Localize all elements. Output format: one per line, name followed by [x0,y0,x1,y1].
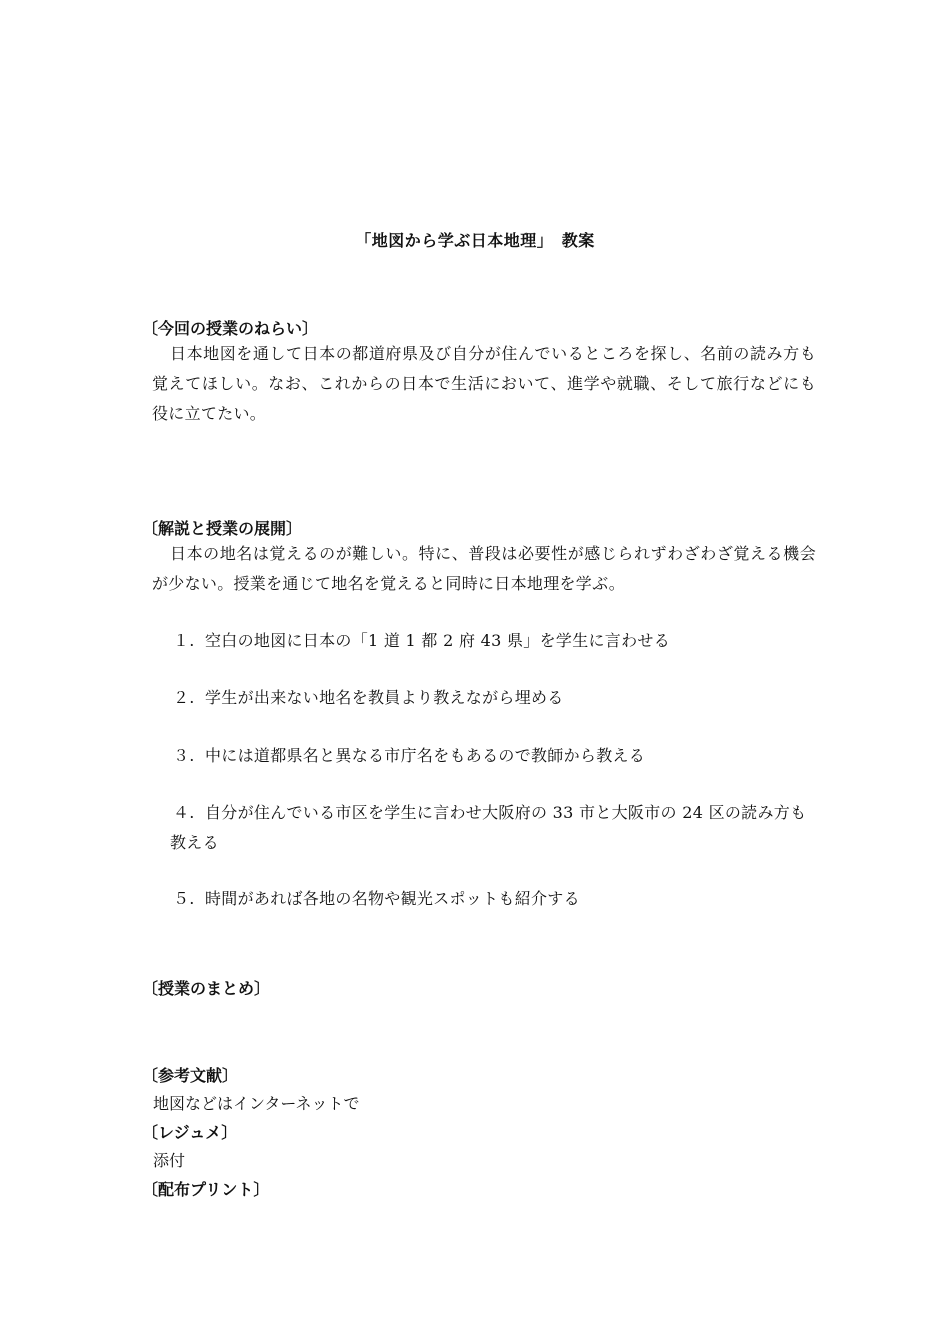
list-item [170,626,816,656]
list-item-number: １. [173,631,195,650]
list-item-text: 学生が出来ない地名を教員より教えながら埋める [205,688,564,707]
aim-paragraph: 日本地図を通して日本の都道府県及び自分が住んでいるところを探し、名前の読み方も覚えてほしい。なお、これからの日本で生活において、進学や就職、そして旅行などにも役に立てたい。 [152,344,816,423]
explanation-paragraph: 日本の地名は覚えるのが難しい。特に、普段は必要性が感じられずわざわざ覚える機会が少ない。授業を通じて地名を覚えると同時に日本地理を学ぶ。 [152,544,816,593]
list-item-text: 自分が住んでいる市区を学生に言わせ大阪府の 33 市と大阪市の 24 区の読み方も教える [170,803,807,852]
list-item-text: 空白の地図に日本の「1 道 1 都 2 府 43 県」を学生に言わせる [205,631,671,650]
references-heading: 〔参考文献〕 [142,1066,239,1085]
list-item-text: 時間があれば各地の名物や観光スポットも紹介する [205,889,580,908]
list-item [170,741,816,771]
list-item-number: ２. [173,688,195,707]
list-item [170,683,816,713]
aim-heading: 〔今回の授業のねらい〕 [142,319,319,338]
list-item [170,798,816,858]
resume-text: 添付 [153,1151,186,1170]
list-item-number: ４. [173,803,195,822]
summary-heading: 〔授業のまとめ〕 [142,979,271,998]
document-title: 「地図から学ぶ日本地理」 教案 [355,231,595,250]
handout-heading: 〔配布プリント〕 [142,1180,270,1199]
list-item-number: ３. [173,746,195,765]
list-item-number: ５. [173,889,195,908]
list-item [170,884,816,914]
list-item-text: 中には道都県名と異なる市庁名をもあるので教師から教える [205,746,646,765]
references-text: 地図などはインターネットで [153,1094,360,1113]
resume-heading: 〔レジュメ〕 [142,1123,238,1142]
explanation-heading: 〔解説と授業の展開〕 [142,519,303,538]
